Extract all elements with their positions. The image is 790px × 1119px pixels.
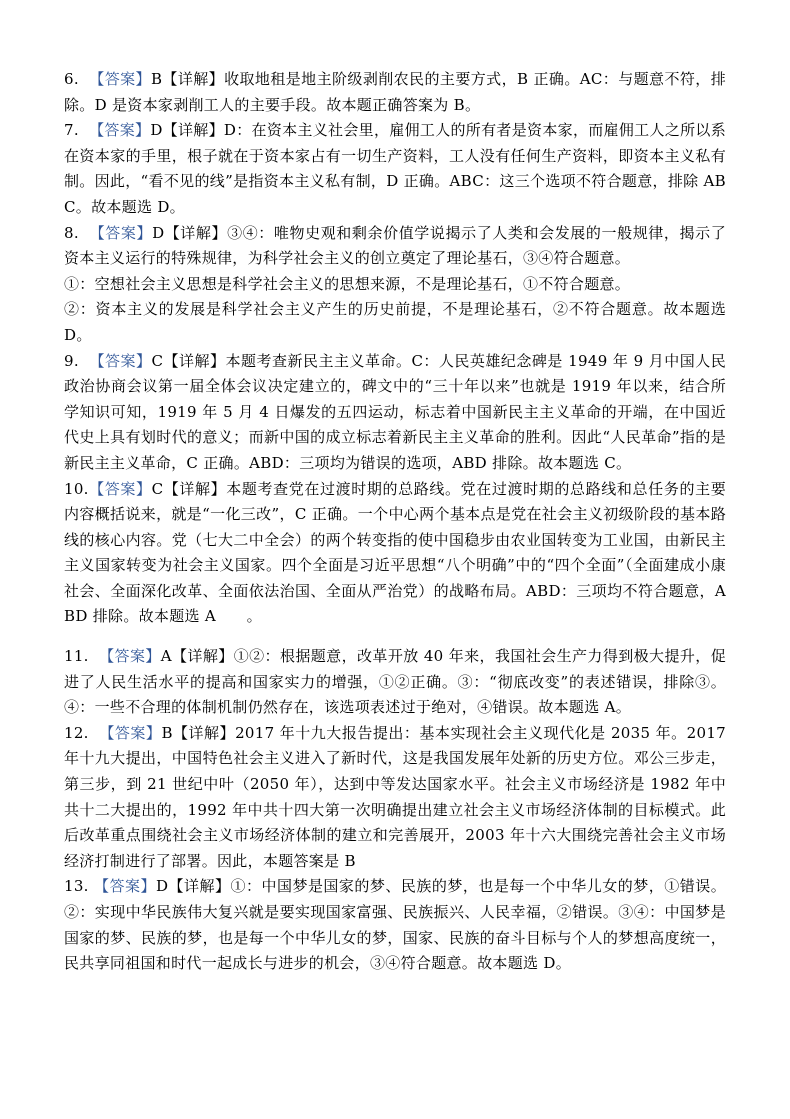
- answer-item-9: [64, 349, 726, 477]
- explanation-paragraph: ①：空想社会主义思想是科学社会主义的思想来源，不是理论基石，①不符合题意。: [64, 274, 631, 293]
- answer-item-11: [64, 644, 726, 721]
- detail-tag: 【详解】: [172, 723, 236, 742]
- answer-item-12: [64, 721, 726, 875]
- explanation-text: 收取地租是地主阶级剥削农民的主要方式，B 正确。AC：与题意不符，排除。D 是资本家剥削工人的主要手段。故本题正确答案为 B。: [64, 70, 727, 114]
- answer-tag: 【答案】: [94, 877, 156, 896]
- detail-tag: 【详解】: [162, 70, 225, 88]
- explanation-text: ①②：根据题意，改革开放 40 年来，我国社会生产力得到极大提升，促进了人民生活水平的提高和国家实力的增强，①②正确。③：“彻底改变”的表述错误，排除③。④：一些不合理的体制机制仍然存在，该选项表述过于绝对，④错误。故本题选 A。: [64, 647, 727, 717]
- answer-item-10: [64, 477, 726, 631]
- answer-tag: 【答案】: [89, 121, 151, 140]
- detail-tag: 【详解】: [163, 351, 226, 370]
- detail-tag: 【详解】: [162, 121, 224, 140]
- explanation-text: ①：中国梦是国家的梦、民族的梦，也是每一个中华儿女的梦，①错误。②：实现中华民族伟大复兴就是要实现国家富强、民族振兴、人民幸福，②错误。③④：中国梦是国家的梦、民族的梦，也是每一个中华儿女的梦，国家、民族的奋斗目标与个人的梦想高度统一，民共享同祖国和时代一起成长与进步的机会，③④符合题意。故本题选 D。: [64, 877, 726, 973]
- item-number: 7.: [64, 121, 79, 140]
- item-number: 12.: [64, 723, 89, 742]
- answer-tag: 【答案】: [89, 70, 151, 88]
- answer-item-6: [64, 67, 726, 118]
- detail-tag: 【详解】: [164, 223, 228, 242]
- detail-tag: 【详解】: [163, 479, 227, 498]
- answer-sheet: [64, 67, 726, 977]
- answer-letter: B: [161, 723, 173, 742]
- explanation-text: 2017 年十九大报告提出：基本实现社会主义现代化是 2035 年。2017 年十九大提出，中国特色社会主义进入了新时代，这是我国发展年处新的历史方位。邓公三步走，第三步，到 21 世纪中叶（2050 年），达到中等发达国家水平。社会主义市场经济是 1982 年中共十二大提出的，1992 年中共十四大第一次明确提出建立社会主义市场经济体制的目标模式。此后改革重点围绕社会主义市场经济体制的建立和完善展开，2003 年十六大围绕完善社会主义市场经济打制进行了部署。因此，本题答案是 B: [64, 723, 727, 870]
- answer-letter: D: [156, 877, 169, 896]
- item-number: 11.: [64, 647, 89, 666]
- item-number: 9.: [64, 351, 79, 370]
- item-number: 13.: [64, 877, 89, 896]
- answer-tag: 【答案】: [99, 647, 161, 666]
- item-number: 6.: [64, 70, 79, 88]
- explanation-text: 本题考查党在过渡时期的总路线。党在过渡时期的总路线和总任务的主要内容概括说来，就是“一化三改”，C 正确。一个中心两个基本点是党在社会主义初级阶段的基本路线的核心内容。党（七大二中全会）的两个转变指的使中国稳步由农业国转变为工业国，由新民主主义国家转变为社会主义国家。四个全面是习近平思想“八个明确”中的“四个全面”（全面建成小康社会、全面深化改革、全面依法治国、全面从严治党）的战略布局。ABD：三项均不符合题意，ABD 排除。故本题选 A 。: [64, 479, 726, 626]
- detail-tag: 【详解】: [171, 647, 234, 666]
- detail-tag: 【详解】: [168, 877, 231, 896]
- answer-letter: B: [150, 70, 163, 88]
- answer-letter: C: [151, 479, 164, 498]
- answer-letter: A: [160, 647, 172, 666]
- answer-tag: 【答案】: [89, 223, 153, 242]
- explanation-text: D：在资本主义社会里，雇佣工人的所有者是资本家，而雇佣工人之所以系在资本家的手里，根子就在于资本家占有一切生产资料，工人没有任何生产资料，即资本主义私有制。因此，“看不见的线”是指资本主义私有制，D 正确。ABC：这三个选项不符合题意，排除 ABC。故本题选 D。: [64, 121, 727, 216]
- answer-tag: 【答案】: [88, 479, 152, 498]
- answer-item-8: [64, 221, 726, 349]
- answer-letter: D: [152, 223, 165, 242]
- item-number: 8.: [64, 223, 79, 242]
- item-number: 10.: [64, 479, 89, 498]
- explanation-text: ③④：唯物史观和剩余价值学说揭示了人类和会发展的一般规律，揭示了资本主义运行的特殊规律，为科学社会主义的创立奠定了理论基石，③④符合题意。: [64, 223, 727, 268]
- answer-letter: D: [150, 121, 163, 140]
- answer-letter: C: [151, 351, 164, 370]
- answer-tag: 【答案】: [99, 723, 162, 742]
- explanation-text: 本题考查新民主主义革命。C：人民英雄纪念碑是 1949 年 9 月中国人民政治协商会议第一届全体会议决定建立的，碑文中的“三十年以来”也就是 1919 年以来，结合所学知识可知，1919 年 5 月 4 日爆发的五四运动，标志着中国新民主主义革命的开端，在中国近代史上具有划时代的意义；而新中国的成立标志着新民主主义革命的胜利。因此“人民革命”指的是新民主主义革命，C 正确。ABD：三项均为错误的选项，ABD 排除。故本题选 C。: [64, 351, 727, 472]
- answer-tag: 【答案】: [89, 351, 152, 370]
- answer-item-7: [64, 118, 726, 220]
- explanation-paragraph: ②：资本主义的发展是科学社会主义产生的历史前提，不是理论基石，②不符合题意。故本题选 D。: [64, 300, 726, 344]
- answer-item-13: [64, 874, 726, 976]
